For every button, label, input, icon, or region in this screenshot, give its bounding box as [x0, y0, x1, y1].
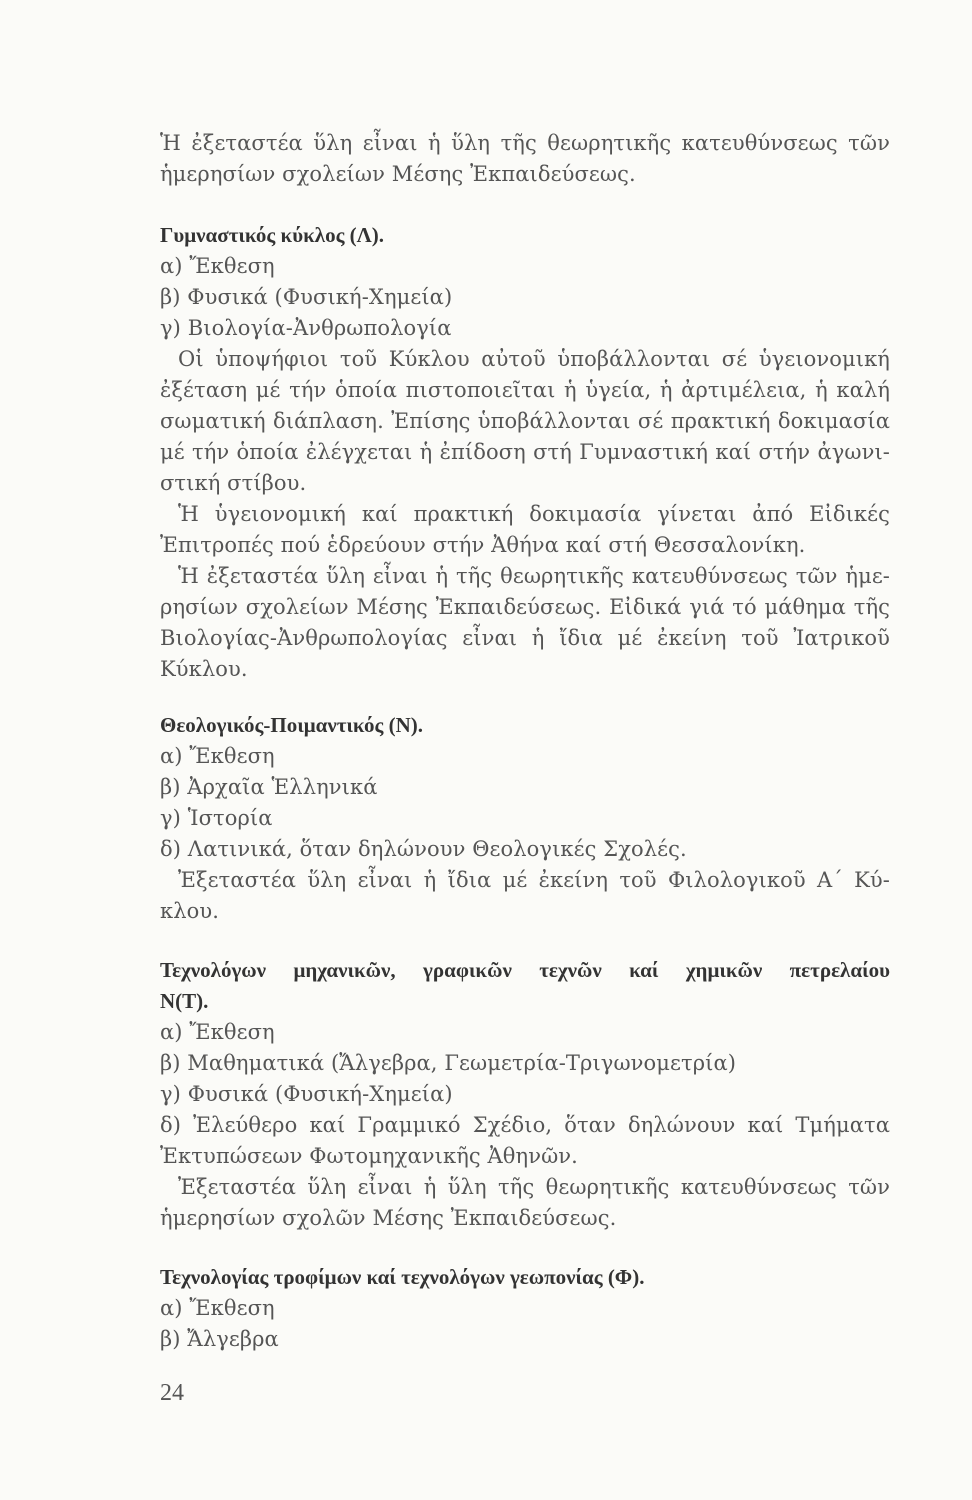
text-line: Ἡ ἐξεταστέα ὕλη εἶναι ἡ τῆς θεωρητικῆς κατευθύνσεως τῶν ἡμε-	[178, 564, 890, 588]
section-heading-theology: Θεολογικός-Ποιμαντικός (Ν).	[160, 713, 423, 737]
text-line: Ἐξεταστέα ὕλη εἶναι ἡ ὕλη τῆς θεωρητικῆς κατευθύνσεως τῶν	[178, 1175, 890, 1199]
list-item: β) Φυσικά (Φυσική-Χημεία)	[160, 285, 453, 309]
technology-section	[160, 955, 890, 1234]
gym-section	[160, 220, 890, 685]
list-item: α) Ἔκθεση	[160, 254, 275, 278]
list-item: γ) Ἱστορία	[160, 806, 273, 830]
list-item: β) Ἄλγεβρα	[160, 1327, 279, 1351]
text-line: Βιολογίας-Ἀνθρωπολογίας εἶναι ἡ ἴδια μέ ἐκείνη τοῦ Ἰατρικοῦ	[160, 626, 890, 650]
list-item: β) Μαθηματικά (Ἄλγεβρα, Γεωμετρία-Τριγωνομετρία)	[160, 1051, 737, 1075]
list-item: α) Ἔκθεση	[160, 744, 275, 768]
text-line: ἡμερησίων σχολείων Μέσης Ἐκπαιδεύσεως.	[160, 162, 636, 186]
list-item: β) Ἀρχαῖα Ἑλληνικά	[160, 775, 378, 799]
food-technology-section	[160, 1262, 890, 1355]
text-line: ἡμερησίων σχολῶν Μέσης Ἐκπαιδεύσεως.	[160, 1206, 617, 1230]
text-line: Οἱ ὑποψήφιοι τοῦ Κύκλου αὐτοῦ ὑποβάλλονται σέ ὑγειονομική	[178, 347, 890, 371]
section-heading-food: Τεχνολογίας τροφίμων καί τεχνολόγων γεωπονίας (Φ).	[160, 1265, 645, 1289]
text-line: κλου.	[160, 899, 220, 923]
section-heading-technology-cont: Ν(Τ).	[160, 989, 209, 1013]
text-line: στική στίβου.	[160, 471, 307, 495]
list-item: γ) Βιολογία-Ἀνθρωπολογία	[160, 316, 452, 340]
list-item: Ἐκτυπώσεων Φωτομηχανικῆς Ἀθηνῶν.	[160, 1144, 578, 1168]
list-item: α) Ἔκθεση	[160, 1020, 275, 1044]
text-line: Κύκλου.	[160, 657, 248, 681]
list-item: δ) Λατινικά, ὅταν δηλώνουν Θεολογικές Σχολές.	[160, 837, 687, 861]
text-line: Ἡ ὑγειονομική καί πρακτική δοκιμασία γίνεται ἀπό Εἰδικές	[178, 502, 890, 526]
text-line: ἐξέταση μέ τήν ὁποία πιστοποιεῖται ἡ ὑγεία, ἡ ἀρτιμέλεια, ἡ καλή	[160, 378, 890, 402]
page-number: 24	[160, 1380, 184, 1406]
theology-section	[160, 710, 890, 927]
text-line: Ἐπιτροπές πού ἑδρεύουν στήν Ἀθήνα καί στή Θεσσαλονίκη.	[160, 533, 806, 557]
list-item: α) Ἔκθεση	[160, 1296, 275, 1320]
text-line: Ἡ ἐξεταστέα ὕλη εἶναι ἡ ὕλη τῆς θεωρητικῆς κατευθύνσεως τῶν	[160, 131, 890, 155]
text-line: σωματική διάπλαση. Ἐπίσης ὑποβάλλονται σέ πρακτική δοκιμασία	[160, 409, 890, 433]
text-line: Ἐξεταστέα ὕλη εἶναι ἡ ἴδια μέ ἐκείνη τοῦ Φιλολογικοῦ Α΄ Κύ-	[178, 868, 890, 892]
list-item: δ) Ἐλεύθερο καί Γραμμικό Σχέδιο, ὅταν δηλώνουν καί Τμήματα	[160, 1113, 890, 1137]
section-heading-technology: Τεχνολόγων μηχανικῶν, γραφικῶν τεχνῶν καί χημικῶν πετρελαίου	[160, 958, 890, 982]
list-item: γ) Φυσικά (Φυσική-Χημεία)	[160, 1082, 453, 1106]
text-line: μέ τήν ὁποία ἐλέγχεται ἡ ἐπίδοση στή Γυμναστική καί στήν ἀγωνι-	[160, 440, 890, 464]
section-heading-gym: Γυμναστικός κύκλος (Λ).	[160, 223, 384, 247]
intro-paragraph	[160, 128, 890, 190]
text-line: ρησίων σχολείων Μέσης Ἐκπαιδεύσεως. Εἰδικά γιά τό μάθημα τῆς	[160, 595, 890, 619]
